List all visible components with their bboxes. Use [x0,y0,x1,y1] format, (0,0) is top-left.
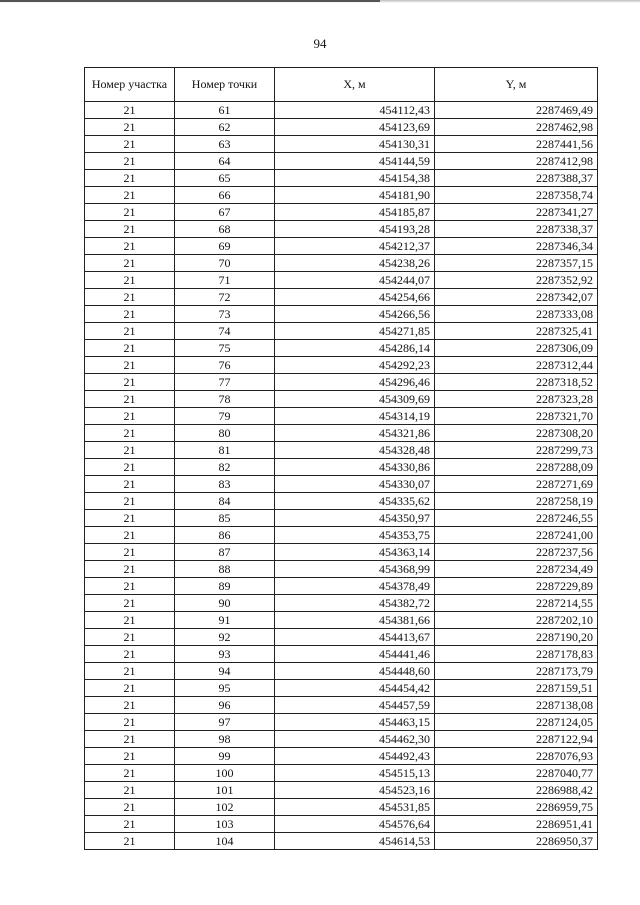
cell-y-coordinate: 2286951,41 [435,816,598,833]
cell-area-number: 21 [85,544,175,561]
cell-point-number: 87 [175,544,275,561]
cell-area-number: 21 [85,816,175,833]
cell-area-number: 21 [85,833,175,850]
table-row [85,255,598,272]
cell-area-number: 21 [85,646,175,663]
cell-y-coordinate: 2287412,98 [435,153,598,170]
cell-area-number: 21 [85,561,175,578]
cell-y-coordinate: 2287190,20 [435,629,598,646]
cell-x-coordinate: 454212,37 [275,238,435,255]
table-row [85,527,598,544]
cell-y-coordinate: 2287341,27 [435,204,598,221]
cell-y-coordinate: 2287312,44 [435,357,598,374]
table-row [85,714,598,731]
cell-x-coordinate: 454144,59 [275,153,435,170]
cell-area-number: 21 [85,782,175,799]
cell-point-number: 63 [175,136,275,153]
cell-area-number: 21 [85,221,175,238]
cell-area-number: 21 [85,153,175,170]
table-row [85,476,598,493]
table-row [85,578,598,595]
cell-x-coordinate: 454353,75 [275,527,435,544]
cell-point-number: 84 [175,493,275,510]
cell-y-coordinate: 2287258,19 [435,493,598,510]
cell-x-coordinate: 454321,86 [275,425,435,442]
table-body [85,102,598,850]
cell-area-number: 21 [85,731,175,748]
table-row [85,204,598,221]
cell-x-coordinate: 454185,87 [275,204,435,221]
cell-area-number: 21 [85,289,175,306]
table-row [85,136,598,153]
cell-area-number: 21 [85,612,175,629]
cell-x-coordinate: 454266,56 [275,306,435,323]
cell-y-coordinate: 2287246,55 [435,510,598,527]
cell-y-coordinate: 2287299,73 [435,442,598,459]
cell-area-number: 21 [85,340,175,357]
cell-y-coordinate: 2287138,08 [435,697,598,714]
header-x-coordinate: X, м [275,68,435,102]
cell-y-coordinate: 2287288,09 [435,459,598,476]
cell-point-number: 79 [175,408,275,425]
cell-area-number: 21 [85,119,175,136]
cell-x-coordinate: 454314,19 [275,408,435,425]
table-row [85,697,598,714]
cell-y-coordinate: 2286959,75 [435,799,598,816]
table-row [85,561,598,578]
cell-x-coordinate: 454378,49 [275,578,435,595]
cell-y-coordinate: 2287318,52 [435,374,598,391]
cell-area-number: 21 [85,357,175,374]
table-row [85,170,598,187]
table-row [85,544,598,561]
cell-x-coordinate: 454463,15 [275,714,435,731]
cell-area-number: 21 [85,187,175,204]
table-row [85,748,598,765]
header-y-coordinate: Y, м [435,68,598,102]
table-row [85,153,598,170]
page-number: 94 [313,36,327,51]
cell-y-coordinate: 2287214,55 [435,595,598,612]
cell-point-number: 91 [175,612,275,629]
cell-area-number: 21 [85,680,175,697]
cell-y-coordinate: 2287271,69 [435,476,598,493]
cell-point-number: 61 [175,102,275,119]
cell-point-number: 68 [175,221,275,238]
cell-x-coordinate: 454254,66 [275,289,435,306]
cell-area-number: 21 [85,238,175,255]
cell-x-coordinate: 454330,07 [275,476,435,493]
cell-x-coordinate: 454462,30 [275,731,435,748]
cell-x-coordinate: 454457,59 [275,697,435,714]
cell-y-coordinate: 2287441,56 [435,136,598,153]
table-header-row [85,68,598,102]
cell-area-number: 21 [85,663,175,680]
cell-x-coordinate: 454382,72 [275,595,435,612]
cell-x-coordinate: 454292,23 [275,357,435,374]
cell-point-number: 90 [175,595,275,612]
cell-y-coordinate: 2287122,94 [435,731,598,748]
cell-x-coordinate: 454330,86 [275,459,435,476]
scan-artifact-line [0,0,380,2]
cell-area-number: 21 [85,714,175,731]
cell-point-number: 82 [175,459,275,476]
cell-y-coordinate: 2287306,09 [435,340,598,357]
cell-area-number: 21 [85,459,175,476]
cell-area-number: 21 [85,629,175,646]
table-row [85,221,598,238]
cell-y-coordinate: 2287323,28 [435,391,598,408]
cell-point-number: 67 [175,204,275,221]
cell-point-number: 95 [175,680,275,697]
cell-x-coordinate: 454531,85 [275,799,435,816]
cell-area-number: 21 [85,391,175,408]
cell-area-number: 21 [85,442,175,459]
cell-y-coordinate: 2287076,93 [435,748,598,765]
cell-area-number: 21 [85,306,175,323]
table-row [85,119,598,136]
cell-point-number: 73 [175,306,275,323]
cell-point-number: 71 [175,272,275,289]
table-row [85,357,598,374]
cell-x-coordinate: 454238,26 [275,255,435,272]
cell-x-coordinate: 454296,46 [275,374,435,391]
table-row [85,442,598,459]
cell-point-number: 103 [175,816,275,833]
cell-area-number: 21 [85,136,175,153]
cell-y-coordinate: 2287321,70 [435,408,598,425]
cell-area-number: 21 [85,102,175,119]
cell-x-coordinate: 454368,99 [275,561,435,578]
cell-area-number: 21 [85,527,175,544]
cell-y-coordinate: 2287325,41 [435,323,598,340]
table-row [85,102,598,119]
cell-area-number: 21 [85,408,175,425]
cell-y-coordinate: 2287159,51 [435,680,598,697]
cell-point-number: 77 [175,374,275,391]
cell-point-number: 74 [175,323,275,340]
cell-point-number: 93 [175,646,275,663]
cell-area-number: 21 [85,323,175,340]
table-row [85,799,598,816]
cell-y-coordinate: 2287124,05 [435,714,598,731]
coordinates-table [84,67,598,850]
cell-x-coordinate: 454523,16 [275,782,435,799]
cell-y-coordinate: 2287388,37 [435,170,598,187]
cell-x-coordinate: 454286,14 [275,340,435,357]
cell-y-coordinate: 2287338,37 [435,221,598,238]
cell-x-coordinate: 454381,66 [275,612,435,629]
cell-point-number: 70 [175,255,275,272]
cell-area-number: 21 [85,476,175,493]
cell-x-coordinate: 454454,42 [275,680,435,697]
table-row [85,323,598,340]
cell-point-number: 64 [175,153,275,170]
cell-x-coordinate: 454181,90 [275,187,435,204]
table-row [85,663,598,680]
cell-point-number: 88 [175,561,275,578]
cell-x-coordinate: 454350,97 [275,510,435,527]
cell-point-number: 100 [175,765,275,782]
cell-x-coordinate: 454492,43 [275,748,435,765]
cell-y-coordinate: 2287462,98 [435,119,598,136]
cell-point-number: 96 [175,697,275,714]
cell-area-number: 21 [85,595,175,612]
cell-x-coordinate: 454576,64 [275,816,435,833]
header-area-number: Номер участка [85,68,175,102]
cell-y-coordinate: 2287202,10 [435,612,598,629]
cell-area-number: 21 [85,799,175,816]
cell-area-number: 21 [85,578,175,595]
cell-point-number: 62 [175,119,275,136]
cell-y-coordinate: 2287234,49 [435,561,598,578]
table-row [85,680,598,697]
table-row [85,374,598,391]
cell-area-number: 21 [85,374,175,391]
cell-point-number: 99 [175,748,275,765]
cell-y-coordinate: 2287040,77 [435,765,598,782]
table-row [85,612,598,629]
table-row [85,629,598,646]
table-row [85,238,598,255]
cell-x-coordinate: 454154,38 [275,170,435,187]
cell-area-number: 21 [85,170,175,187]
cell-area-number: 21 [85,697,175,714]
cell-y-coordinate: 2286950,37 [435,833,598,850]
table-row [85,425,598,442]
cell-x-coordinate: 454515,13 [275,765,435,782]
cell-point-number: 86 [175,527,275,544]
cell-y-coordinate: 2287229,89 [435,578,598,595]
cell-point-number: 98 [175,731,275,748]
cell-x-coordinate: 454441,46 [275,646,435,663]
cell-y-coordinate: 2287342,07 [435,289,598,306]
table-row [85,731,598,748]
cell-y-coordinate: 2287346,34 [435,238,598,255]
cell-x-coordinate: 454614,53 [275,833,435,850]
table-row [85,408,598,425]
table-row [85,493,598,510]
cell-x-coordinate: 454271,85 [275,323,435,340]
cell-point-number: 80 [175,425,275,442]
cell-x-coordinate: 454363,14 [275,544,435,561]
header-point-number: Номер точки [175,68,275,102]
table-row [85,459,598,476]
cell-x-coordinate: 454193,28 [275,221,435,238]
cell-point-number: 97 [175,714,275,731]
table-row [85,765,598,782]
cell-y-coordinate: 2286988,42 [435,782,598,799]
cell-area-number: 21 [85,493,175,510]
table-row [85,646,598,663]
cell-area-number: 21 [85,272,175,289]
cell-x-coordinate: 454448,60 [275,663,435,680]
table-row [85,272,598,289]
table-row [85,510,598,527]
table-row [85,289,598,306]
cell-point-number: 85 [175,510,275,527]
table-row [85,306,598,323]
cell-area-number: 21 [85,748,175,765]
cell-point-number: 78 [175,391,275,408]
cell-point-number: 101 [175,782,275,799]
table-row [85,391,598,408]
cell-point-number: 94 [175,663,275,680]
cell-point-number: 69 [175,238,275,255]
table-row [85,782,598,799]
cell-x-coordinate: 454309,69 [275,391,435,408]
cell-area-number: 21 [85,765,175,782]
cell-area-number: 21 [85,425,175,442]
cell-point-number: 75 [175,340,275,357]
table-row [85,833,598,850]
cell-y-coordinate: 2287352,92 [435,272,598,289]
table-row [85,816,598,833]
cell-area-number: 21 [85,204,175,221]
cell-point-number: 83 [175,476,275,493]
table-row [85,340,598,357]
cell-x-coordinate: 454413,67 [275,629,435,646]
cell-point-number: 65 [175,170,275,187]
cell-point-number: 104 [175,833,275,850]
cell-y-coordinate: 2287357,15 [435,255,598,272]
cell-y-coordinate: 2287308,20 [435,425,598,442]
cell-point-number: 66 [175,187,275,204]
cell-area-number: 21 [85,510,175,527]
cell-x-coordinate: 454112,43 [275,102,435,119]
cell-point-number: 92 [175,629,275,646]
cell-point-number: 81 [175,442,275,459]
cell-area-number: 21 [85,255,175,272]
cell-x-coordinate: 454130,31 [275,136,435,153]
cell-y-coordinate: 2287178,83 [435,646,598,663]
cell-y-coordinate: 2287237,56 [435,544,598,561]
cell-x-coordinate: 454123,69 [275,119,435,136]
table-row [85,595,598,612]
cell-x-coordinate: 454335,62 [275,493,435,510]
cell-y-coordinate: 2287358,74 [435,187,598,204]
table-row [85,187,598,204]
cell-point-number: 72 [175,289,275,306]
cell-y-coordinate: 2287333,08 [435,306,598,323]
cell-point-number: 76 [175,357,275,374]
cell-y-coordinate: 2287469,49 [435,102,598,119]
cell-point-number: 89 [175,578,275,595]
cell-point-number: 102 [175,799,275,816]
cell-y-coordinate: 2287241,00 [435,527,598,544]
cell-x-coordinate: 454244,07 [275,272,435,289]
cell-y-coordinate: 2287173,79 [435,663,598,680]
cell-x-coordinate: 454328,48 [275,442,435,459]
